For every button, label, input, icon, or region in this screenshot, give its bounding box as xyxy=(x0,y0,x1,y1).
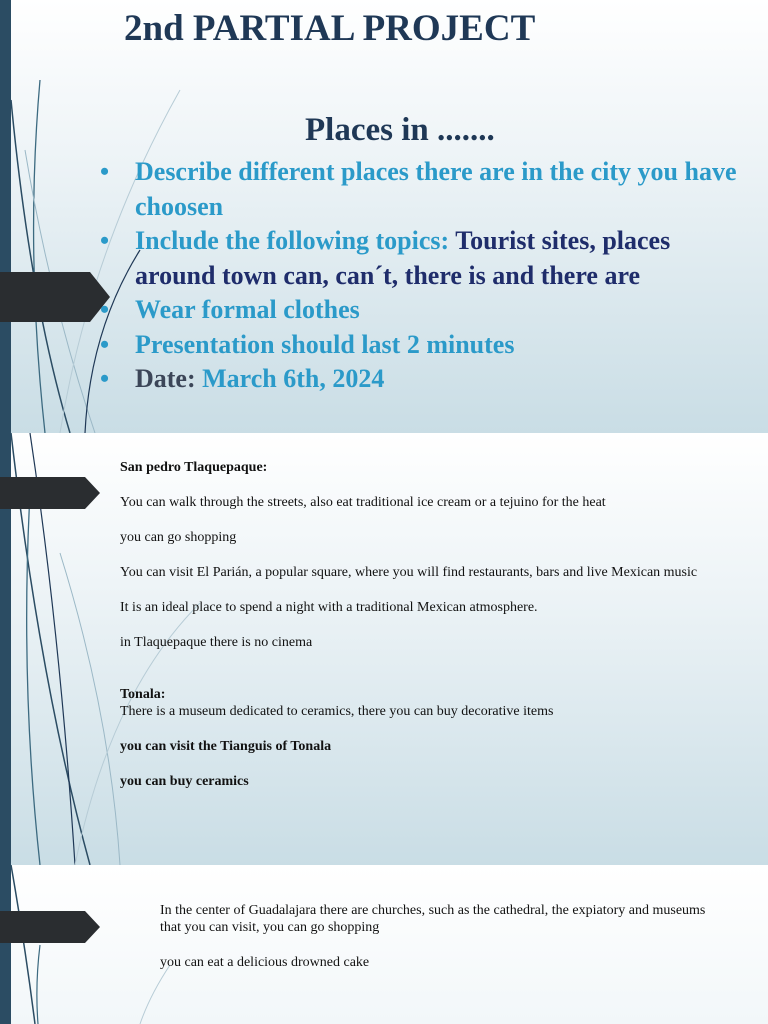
requirements-list xyxy=(100,155,740,397)
bullet-dot-icon: • xyxy=(100,329,110,359)
bullet-item: • Describe different places there are in the city you have choosen xyxy=(100,157,737,221)
bullet-item: • Date: March 6th, 2024 xyxy=(100,362,740,397)
bullet-dot-icon: • xyxy=(100,157,110,186)
arrow-tab-icon xyxy=(0,911,100,943)
arrow-tab-icon xyxy=(0,272,110,322)
text-line: It is an ideal place to spend a night with a traditional Mexican atmosphere. xyxy=(120,600,538,615)
slide-3 xyxy=(0,865,768,1024)
slide-2 xyxy=(0,433,768,865)
bullet-item: • Include the following topics: Tourist sites, places around town can, can´t, there is and there are xyxy=(100,226,671,290)
text-line: in Tlaquepaque there is no cinema xyxy=(120,635,313,650)
text-line: you can visit the Tianguis of Tonala xyxy=(120,739,332,754)
text-line: you can eat a delicious drowned cake xyxy=(160,955,370,970)
bullet-item: • Presentation should last 2 minutes xyxy=(100,328,740,363)
slide-3-text xyxy=(160,902,720,971)
slide-title: 2nd PARTIAL PROJECT xyxy=(124,8,536,49)
arrow-tab-icon xyxy=(0,477,100,509)
slide-2-text xyxy=(120,459,700,790)
text-line: You can visit El Parián, a popular square, where you will find restaurants, bars and live Mexican music xyxy=(120,565,698,580)
slide-1 xyxy=(0,0,768,433)
text-line: In the center of Guadalajara there are churches, such as the cathedral, the expiatory and museums that you can visit, you can go shopping xyxy=(160,903,706,935)
bullet-dot-icon: • xyxy=(100,364,110,393)
text-line: There is a museum dedicated to ceramics, there you can buy decorative items xyxy=(120,704,554,719)
text-line: you can buy ceramics xyxy=(120,774,249,789)
text-line: you can go shopping xyxy=(120,530,237,545)
bullet-dot-icon: • xyxy=(100,295,110,324)
bullet-item: • Wear formal clothes xyxy=(100,293,740,328)
slide-subtitle: Places in ....... xyxy=(305,112,495,148)
place-heading: San pedro Tlaquepaque: xyxy=(120,460,268,475)
bullet-dot-icon: • xyxy=(100,226,110,255)
text-line: You can walk through the streets, also eat traditional ice cream or a tejuino for the heat xyxy=(120,495,606,510)
place-heading: Tonala: xyxy=(120,687,166,702)
